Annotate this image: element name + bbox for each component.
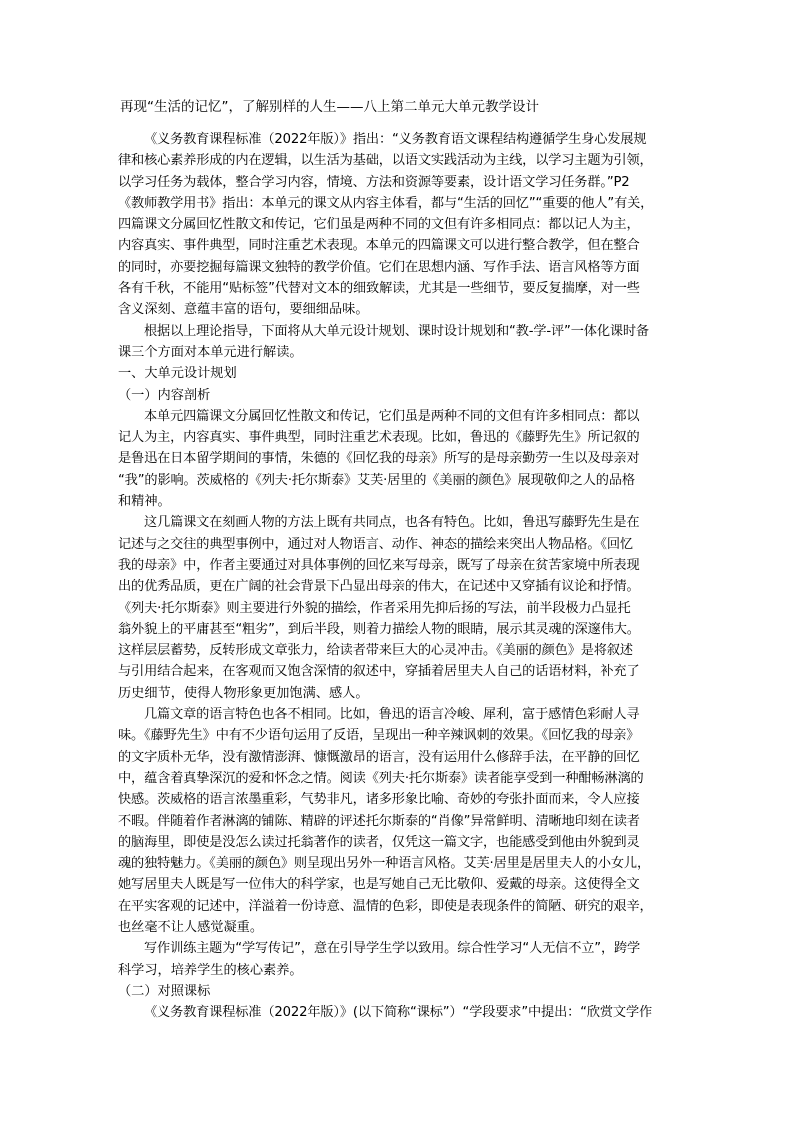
- paragraph-line: 也丝毫不让人感觉凝重。: [118, 919, 264, 935]
- paragraph-line: 魂的独特魅力。《美丽的颜色》则呈现出另外一种语言风格。艾芙·居里是居里夫人的小女儿，: [118, 856, 650, 872]
- paragraph-line: 翁外貌上的平庸甚至“粗劣”，到后半段，则着力描绘人物的眼睛，展示其灵魂的深邃伟大。: [118, 621, 640, 637]
- paragraph-line: 含义深刻、意蕴丰富的语句，要细细品味。: [118, 302, 369, 318]
- paragraph-line: 四篇课文分属回忆性散文和传记，它们虽是两种不同的文但有许多相同点：都以记人为主，: [118, 217, 640, 233]
- paragraph-line: 的同时，亦要挖掘每篇课文独特的教学价值。它们在思想内涵、写作手法、语言风格等方面: [118, 259, 640, 275]
- paragraph-line: 写作训练主题为“学写传记”，意在引导学生学以致用。综合性学习“人无信不立”，跨学: [144, 941, 641, 957]
- paragraph-line: 几篇文章的语言特色也各不相同。比如，鲁迅的语言冷峻、犀利，富于感情色彩耐人寻: [144, 707, 640, 723]
- paragraph-line: 历史细节，使得人物形象更加饱满、感人。: [118, 685, 369, 701]
- paragraph-line: 与引用结合起来，在客观而又饱含深情的叙述中，穿插着居里夫人自己的话语材料，补充了: [118, 664, 640, 680]
- paragraph-line: 《教师教学用书》指出：本单元的课文从内容主体看，都与“生活的回忆”“重要的他人”有关，: [118, 195, 654, 211]
- paragraph-line: 的脑海里，即使是没怎么读过托翁著作的读者，仅凭这一篇文字，也能感受到他由外貌到灵: [118, 834, 640, 850]
- paragraph-line: 科学习，培养学生的核心素养。: [118, 962, 303, 978]
- paragraph-line: 本单元四篇课文分属回忆性散文和传记，它们虽是两种不同的文但有许多相同点：都以: [144, 408, 640, 424]
- paragraph-line: 的文字质朴无华，没有激情澎湃、慷慨激昂的语言，没有运用什么修辞手法，在平静的回忆: [118, 749, 640, 765]
- paragraph-line: 她写居里夫人既是写一位伟大的科学家，也是写她自己无比敬仰、爱戴的母亲。这使得全文: [118, 877, 640, 893]
- paragraph-line: 记人为主，内容真实、事件典型，同时注重艺术表现。比如，鲁迅的《藤野先生》所记叙的: [118, 430, 640, 446]
- paragraph-line: 味。《藤野先生》中有不少语句运用了反语，呈现出一种辛辣讽刺的效果。《回忆我的母亲》: [118, 728, 640, 744]
- paragraph-line: 课三个方面对本单元进行解读。: [118, 344, 303, 360]
- paragraph-line: 根据以上理论指导，下面将从大单元设计规划、课时设计规划和“教-学-评”一体化课时备: [144, 323, 649, 339]
- subsection-heading: （一）内容剖析: [118, 387, 211, 403]
- paragraph-line: 《义务教育课程标准（2022年版）》(以下简称“课标”）“学段要求”中提出：“欣赏文学作: [144, 1005, 653, 1021]
- subsection-heading: （二）对照课标: [118, 983, 211, 999]
- paragraph-line: 不暇。伴随着作者淋漓的铺陈、精辟的评述托尔斯泰的“肖像”异常鲜明、清晰地印刻在读者: [118, 813, 640, 829]
- paragraph-line: 内容真实、事件典型，同时注重艺术表现。本单元的四篇课文可以进行整合教学，但在整合: [118, 238, 640, 254]
- paragraph-line: 中，蕴含着真挚深沉的爱和怀念之情。阅读《列夫·托尔斯泰》读者能享受到一种酣畅淋漓的: [118, 770, 644, 786]
- paragraph-line: 我的母亲》中，作者主要通过对具体事例的回忆来写母亲，既写了母亲在贫苦家境中所表现: [118, 557, 640, 573]
- paragraph-line: “我”的影响。茨威格的《列夫·托尔斯泰》艾芙·居里的《美丽的颜色》展现敬仰之人的品格: [118, 472, 635, 488]
- paragraph-line: 各有千秋，不能用“贴标签”代替对文本的细致解读，尤其是一些细节，要反复揣摩，对一些: [118, 281, 640, 297]
- paragraph-line: 和精神。: [118, 494, 171, 510]
- document-title: 再现“生活的记忆”，了解别样的人生——八上第二单元大单元教学设计: [120, 99, 539, 115]
- paragraph-line: 《义务教育课程标准（2022年版）》指出：“义务教育语文课程结构遵循学生身心发展规: [144, 132, 647, 147]
- paragraph-line: 《列夫·托尔斯泰》则主要进行外貌的描绘，作者采用先抑后扬的写法，前半段极力凸显托: [118, 600, 631, 616]
- paragraph-line: 快感。茨威格的语言浓墨重彩，气势非凡，诸多形象比喻、奇妙的夸张扑面而来，令人应接: [118, 792, 640, 808]
- section-heading: 一、大单元设计规划: [118, 366, 237, 382]
- paragraph-line: 律和核心素养形成的内在逻辑，以生活为基础，以语文实践活动为主线，以学习主题为引领，: [118, 153, 653, 169]
- paragraph-line: 出的优秀品质，更在广阔的社会背景下凸显出母亲的伟大，在记述中又穿插有议论和抒情。: [118, 579, 640, 595]
- document-body: [118, 129, 686, 1023]
- paragraph-line: 记述与之交往的典型事例中，通过对人物语言、动作、神态的描绘来突出人物品格。《回忆: [118, 536, 633, 552]
- paragraph-line: 在平实客观的记述中，洋溢着一份诗意、温情的色彩，即使是表现条件的简陋、研究的艰辛，: [118, 898, 653, 914]
- paragraph-line: 这样层层蓄势，反转形成文章张力，给读者带来巨大的心灵冲击。《美丽的颜色》是将叙述: [118, 643, 633, 659]
- paragraph-line: 这几篇课文在刻画人物的方法上既有共同点，也各有特色。比如，鲁迅写藤野先生是在: [144, 515, 640, 531]
- paragraph-line: 是鲁迅在日本留学期间的事情，朱德的《回忆我的母亲》所写的是母亲勤劳一生以及母亲对: [118, 451, 640, 467]
- paragraph-line: 以学习任务为载体，整合学习内容，情境、方法和资源等要素，设计语文学习任务群。”P2: [118, 174, 630, 190]
